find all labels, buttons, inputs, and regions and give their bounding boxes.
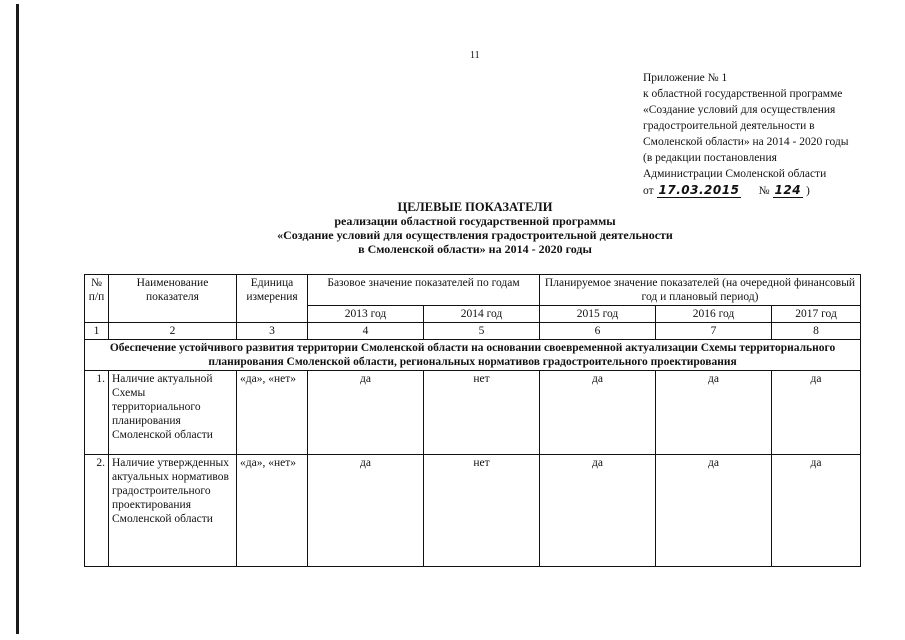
table-row <box>85 371 861 455</box>
from-label: от <box>643 185 654 197</box>
column-number: 5 <box>424 323 540 340</box>
page-margin-line <box>16 4 19 634</box>
title-line: в Смоленской области» на 2014 - 2020 годы <box>358 242 592 256</box>
header-year-2016: 2016 год <box>656 306 772 323</box>
appendix-line: градостроительной деятельности в <box>643 120 815 132</box>
row-value-2016: да <box>656 455 772 567</box>
closing-paren: ) <box>805 185 810 197</box>
appendix-line: Смоленской области» на 2014 - 2020 годы <box>643 136 849 148</box>
column-number: 7 <box>656 323 772 340</box>
header-num: № п/п <box>85 275 109 323</box>
appendix-line: к областной государственной программе <box>643 88 843 100</box>
row-value-2014: нет <box>424 455 540 567</box>
row-value-2017: да <box>772 455 861 567</box>
row-unit: «да», «нет» <box>237 371 308 455</box>
column-number: 1 <box>85 323 109 340</box>
header-base: Базовое значение показателей по годам <box>308 275 540 306</box>
header-year-2013: 2013 год <box>308 306 424 323</box>
appendix-line: Администрации Смоленской области <box>643 168 827 180</box>
number-label: № <box>758 185 770 197</box>
column-number: 6 <box>540 323 656 340</box>
row-value-2014: нет <box>424 371 540 455</box>
row-value-2013: да <box>308 455 424 567</box>
row-value-2015: да <box>540 455 656 567</box>
section-row <box>85 340 861 371</box>
row-value-2017: да <box>772 371 861 455</box>
title-line: реализации областной государственной программы <box>334 214 616 228</box>
header-year-2014: 2014 год <box>424 306 540 323</box>
row-unit: «да», «нет» <box>237 455 308 567</box>
resolution-date-row <box>643 182 893 199</box>
header-row <box>85 275 861 306</box>
handwritten-number: 124 <box>774 183 802 197</box>
header-year-2017: 2017 год <box>772 306 861 323</box>
appendix-line: «Создание условий для осуществления <box>643 104 836 116</box>
row-value-2013: да <box>308 371 424 455</box>
page-number: 11 <box>470 50 480 61</box>
indicators-table <box>84 274 861 567</box>
title-line: «Создание условий для осуществления градостроительной деятельности <box>277 228 673 242</box>
column-number: 3 <box>237 323 308 340</box>
row-value-2015: да <box>540 371 656 455</box>
title-main: ЦЕЛЕВЫЕ ПОКАЗАТЕЛИ <box>397 200 553 214</box>
appendix-line: Приложение № 1 <box>643 72 728 84</box>
column-number: 4 <box>308 323 424 340</box>
row-number: 1. <box>85 371 109 455</box>
table-row <box>85 455 861 567</box>
row-number: 2. <box>85 455 109 567</box>
row-indicator-name: Наличие утвержденных актуальных нормативов градостроительного проектирования Смоленской области <box>109 455 237 567</box>
column-numbers-row <box>85 323 861 340</box>
column-number: 8 <box>772 323 861 340</box>
header-name: Наименование показателя <box>109 275 237 323</box>
header-unit: Единица измерения <box>237 275 308 323</box>
column-number: 2 <box>109 323 237 340</box>
row-value-2016: да <box>656 371 772 455</box>
appendix-block <box>643 70 893 199</box>
header-planned: Планируемое значение показателей (на очередной финансовый год и плановый период) <box>540 275 861 306</box>
row-indicator-name: Наличие актуальной Схемы территориального планирования Смоленской области <box>109 371 237 455</box>
header-year-2015: 2015 год <box>540 306 656 323</box>
handwritten-date: 17.03.2015 <box>658 183 740 197</box>
appendix-line: (в редакции постановления <box>643 152 777 164</box>
document-title <box>90 200 860 256</box>
section-title: Обеспечение устойчивого развития территории Смоленской области на основании своевременной актуализации Схемы территориального планирования Смоленской области, региональных нормативов градостроительного проектирования <box>85 340 861 371</box>
